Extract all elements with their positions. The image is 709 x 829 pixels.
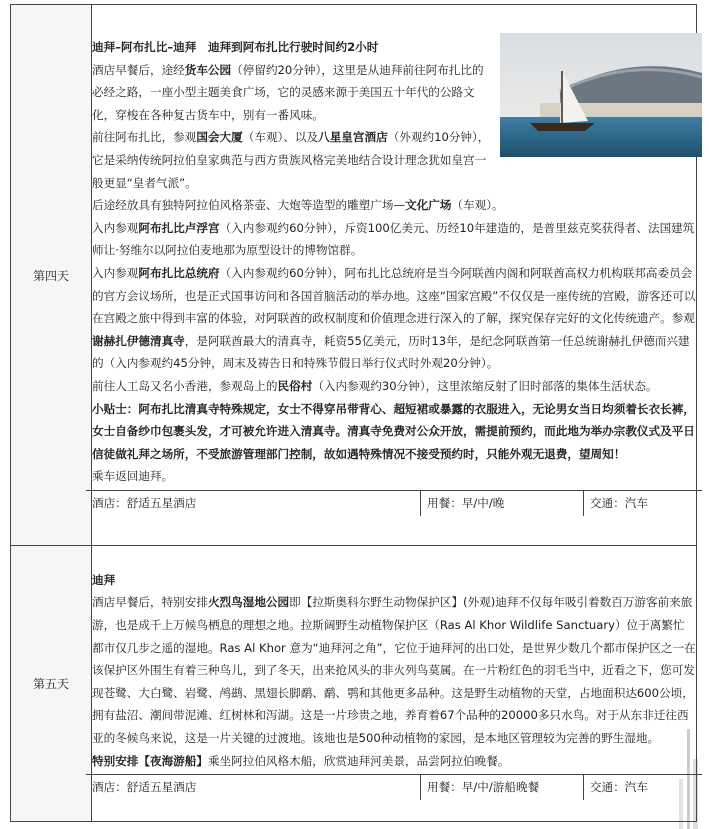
tip-paragraph: 小贴士：阿布扎比清真寺特殊规定，女士不得穿吊带背心、超短裙或暴露的衣服进入，无论男女当日均须着长衣长裤，女士自备纱巾包裹头发，才可被允许进入清真寺。清真寺免费对公众开放，需提前预约，而此地为举办宗教仪式及平日信徒做礼拜之场所，不受旅游管理部门控制，故如遇特殊情况不接受预约时，只能外观无退费，望周知！ <box>92 401 695 461</box>
paragraph-night-cruise: 特别安排【夜海游船】乘坐阿拉伯风格木船，欣赏迪拜河美景，品尝阿拉伯晚餐。 <box>92 753 510 768</box>
day-label: 第五天 <box>11 546 92 822</box>
hotel-info: 酒店：舒适五星酒店 <box>86 775 421 800</box>
paragraph-truck-park: 酒店早餐后，途经货车公园（停留约20分钟），这里是从迪拜前往阿布扎比的必经之路，一座小型主题美食广场，它的灵感来源于美国五十年代的公路文化，穿梭在各种复古货车中，别有一番风味。 <box>92 62 484 122</box>
day-row-4 <box>11 5 697 546</box>
paragraph-presidential-palace: 入内参观阿布扎比总统府（入内参观约60分钟），阿布扎比总统府是当今阿联酋内阁和阿联酋高权力机构联邦高委员会的官方会议场所，也是正式国事访问和各国首脑活动的举办地。这座“国家宫殿”不仅仅是一座传统的宫殿，游客还可以在宫殿之旅中得到丰富的体验，对阿联酋的政权制度和价值理念进行深入的了解，探究保存完好的文化传统遗产。参观谢赫扎伊德清真寺，是阿联酋最大的清真寺，耗资55亿美元，历时13年，是纪念阿联酋第一任总统谢赫扎伊德而兴建的（入内参观约45分钟，周末及祷告日和特殊节假日举行仪式时外观20分钟）。 <box>92 266 696 371</box>
paragraph-flamingo-park: 酒店早餐后，特别安排火烈鸟湿地公园即【拉斯奥科尔野生动物保护区】(外观)迪拜不仅每年吸引着数百万游客前来旅游，也是成千上万候鸟栖息的理想之地。拉斯阔野生动植物保护区（Ras Al Khor Wildlife Sanctuary）位于离繁忙都市仅几步之遥的湿地。Ras Al Khor 意为“迪拜河之角”，它位于迪拜河的出口处，是世界少数几个都市保护区之一在该保护区外围生有着三种鸟儿，到了冬天，出来抢风头的非火列鸟莫属。在一片粉红色的羽毛当中，近看之下，您可发现苍鹭、大白鹭、岩鹭、鸬鹚、黑翅长脚鹬、鹬、鹗和其他更多品种。这是野生动植物的天堂，占地面积达600公顷，拥有盐沼、潮间带泥滩、红树林和泻湖。这是一片珍贵之地，养育着67个品种的20000多只水鸟。对于从东非迁往西亚的冬候鸟来说，这是一片关键的过渡地。该地也是500种动植物的家园，是本地区管理较为完善的野生湿地。 <box>92 595 696 745</box>
day-label: 第四天 <box>11 5 92 546</box>
day-title: 迪拜 <box>92 572 116 587</box>
info-row <box>86 490 702 516</box>
day-content <box>92 546 697 822</box>
paragraph-heritage-village: 前往人工岛又名小香港，参观岛上的民俗村（入内参观约30分钟），这里浓缩反射了旧时部落的集体生活状态。 <box>92 378 658 393</box>
paragraph-louvre: 入内参观阿布扎比卢浮宫（入内参观约60分钟），斥资100亿美元、历经10年建造的，是普里兹克奖获得者、法国建筑师让·努维尔以阿拉伯麦地那为原型设计的博物馆群。 <box>92 220 695 258</box>
transport-info: 交通：汽车 <box>590 780 648 795</box>
hotel-info: 酒店：舒适五星酒店 <box>86 491 421 516</box>
itinerary-table <box>10 4 697 822</box>
day-content <box>92 5 697 546</box>
paragraph-return: 乘车返回迪拜。 <box>92 469 174 484</box>
info-row <box>86 774 702 800</box>
transport-info: 交通：汽车 <box>590 495 648 510</box>
paragraph-palace-hotel: 前往阿布扎比，参观国会大厦（车观）、以及八星皇宫酒店（外观约10分钟），它是采纳传统阿拉伯皇家典范与西方贵族风格完美地结合设计理念犹如皇宫一般更显“皇者气派”。 <box>92 130 490 190</box>
day-row-5 <box>11 546 697 822</box>
day-title: 迪拜–阿布扎比–迪拜 迪拜到阿布扎比行驶时间约2小时 <box>92 40 379 55</box>
meals-info: 用餐：早/中/游船晚餐 <box>421 775 584 800</box>
meals-info: 用餐：早/中/晚 <box>421 491 584 516</box>
louvre-dhow-photo <box>500 33 702 157</box>
paragraph-culture-square: 后途经放具有独特阿拉伯风格茶壶、大炮等造型的雕塑广场—文化广场（车观）。 <box>92 198 504 213</box>
